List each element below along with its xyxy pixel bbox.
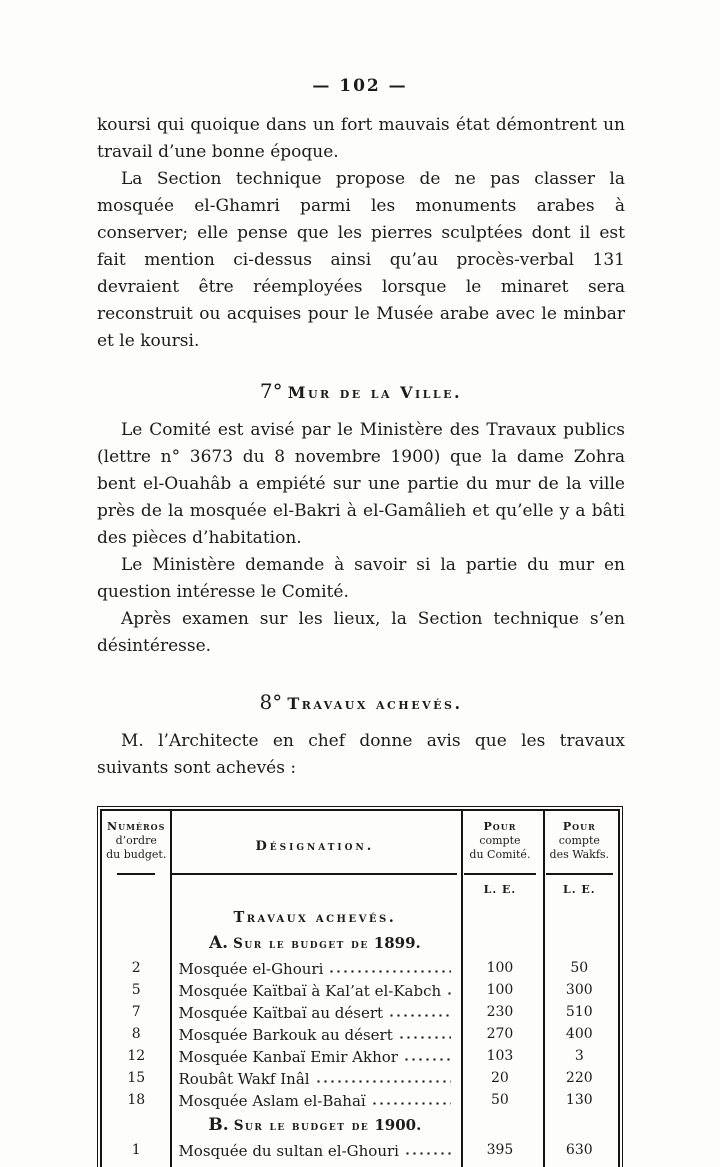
dot-leader (446, 980, 451, 998)
amount-comite: 395 (486, 1142, 514, 1158)
paragraph-apres-examen: Après examen sur les lieux, la Section technique s’en désintéresse. (97, 609, 625, 656)
dot-leader (371, 1090, 452, 1108)
dot-leader (388, 1002, 451, 1020)
col-header-designation: Désignation. (255, 839, 375, 854)
rule (117, 873, 155, 875)
designation: Mosquée Aslam el-Bahaï (178, 1091, 366, 1110)
designation: Mosquée Kaïtbaï au désert (178, 1003, 384, 1022)
paragraph-ministere-demande: Le Ministère demande à savoir si la partie du mur en question intéresse le Comité. (97, 555, 625, 602)
budget-order-number: 7 (131, 1004, 141, 1020)
budget-order-number: 18 (127, 1092, 146, 1108)
col-header-pour-comite: Pour compte du Comité. (469, 820, 531, 861)
amount-wakfs: 130 (565, 1092, 593, 1108)
table-row (102, 1067, 618, 1089)
dot-leader (315, 1068, 452, 1086)
amount-comite: 20 (491, 1070, 509, 1086)
dot-leader (328, 958, 451, 976)
paragraph-architecte: M. l’Architecte en chef donne avis que les travaux suivants sont achevés : (97, 731, 625, 778)
table-section-title-row (102, 899, 618, 929)
group-a-heading-row (102, 929, 618, 957)
table-divider (170, 811, 172, 1167)
amount-comite: 270 (486, 1026, 514, 1042)
group-title: Sur le budget de (233, 936, 369, 952)
table-header-row (102, 811, 618, 873)
currency-label: L. E. (562, 883, 596, 896)
table-row (102, 979, 618, 1001)
table-row (102, 1001, 618, 1023)
col-header-pour-wakfs: Pour compte des Wakfs. (549, 820, 610, 861)
amount-wakfs: 400 (565, 1026, 593, 1042)
designation: Mosquée Kanbaï Emir Akhor (178, 1047, 398, 1066)
dot-leader (404, 1140, 451, 1158)
col-header-numeros: Numéros d’ordre du budget. (106, 820, 167, 861)
amount-comite: 50 (491, 1092, 509, 1108)
amount-comite: 103 (486, 1048, 514, 1064)
page-number: — 102 — (312, 76, 408, 96)
budget-order-number: 8 (131, 1026, 141, 1042)
budget-order-number: 12 (127, 1048, 146, 1064)
table-row (102, 1045, 618, 1067)
designation: Mosquée el-Ghouri (178, 959, 324, 978)
amount-wakfs: 220 (565, 1070, 593, 1086)
amount-wakfs: 3 (574, 1048, 584, 1064)
designation: Mosquée du sultan el-Ghouri (178, 1141, 399, 1160)
designation: Mosquée Barkouk au désert (178, 1025, 393, 1044)
section-title: Mur de la Ville. (287, 383, 463, 402)
rule (464, 873, 535, 875)
dot-leader (398, 1024, 452, 1042)
text-column (97, 112, 625, 1167)
table-divider (543, 811, 545, 1167)
table-row (102, 957, 618, 979)
designation: Mosquée Kaïtbaï à Kal’at el-Kabch (178, 981, 442, 1000)
budget-order-number: 15 (127, 1070, 146, 1086)
table-row (102, 1023, 618, 1045)
section-number: 8° (259, 690, 283, 714)
currency-row (102, 876, 618, 899)
section-number: 7° (259, 379, 283, 403)
amount-wakfs: 630 (565, 1142, 593, 1158)
section-title: Travaux achevés. (287, 694, 463, 713)
section-heading-7 (97, 379, 625, 403)
header-rule-row (102, 873, 618, 876)
paragraph-koursi: koursi qui quoique dans un fort mauvais état démontrent un travail d’une bonne époque. (97, 115, 625, 162)
table-row (102, 1139, 618, 1161)
group-prefix: A. (208, 933, 229, 953)
currency-label: L. E. (483, 883, 517, 896)
amount-comite: 100 (486, 982, 514, 998)
works-table (97, 806, 623, 1167)
dot-leader (403, 1046, 451, 1064)
rule (172, 873, 457, 875)
table-row (102, 1089, 618, 1111)
amount-wakfs: 300 (565, 982, 593, 998)
table-section-title: Travaux achevés. (233, 909, 397, 926)
paragraph-section-technique: La Section technique propose de ne pas classer la mosquée el-Ghamri parmi les monuments arabes à conserver; elle pense que les pierres sculptées dont il est fait mention ci-dessus ainsi qu’au procès-verbal 131 devraient être réemployées lorsque le minaret sera reconstruit ou acquises pour le Musée arabe avec le minbar et le koursi. (97, 169, 625, 351)
amount-comite: 100 (486, 960, 514, 976)
rule (546, 873, 613, 875)
budget-order-number: 1 (131, 1142, 141, 1158)
budget-order-number: 5 (131, 982, 141, 998)
group-b-heading-row (102, 1111, 618, 1139)
designation: Roubât Wakf Inâl (178, 1069, 310, 1088)
amount-comite: 230 (486, 1004, 514, 1020)
group-year: 1900. (374, 1116, 422, 1134)
group-year: 1899. (373, 934, 421, 952)
section-heading-8 (97, 690, 625, 714)
group-title: Sur le budget de (233, 1118, 370, 1134)
budget-order-number: 2 (131, 960, 141, 976)
table-divider (461, 811, 463, 1167)
amount-wakfs: 50 (570, 960, 589, 976)
amount-wakfs: 510 (565, 1004, 593, 1020)
paragraph-comite-avise: Le Comité est avisé par le Ministère des Travaux publics (lettre n° 3673 du 8 novembre 1900) que la dame Zohra bent el-Ouahâb a empiété sur une partie du mur de la ville près de la mosquée el-Bakri à el-Gamâlieh et qu’elle y a bâti des pièces d’habitation. (97, 420, 625, 548)
group-prefix: B. (208, 1115, 229, 1135)
